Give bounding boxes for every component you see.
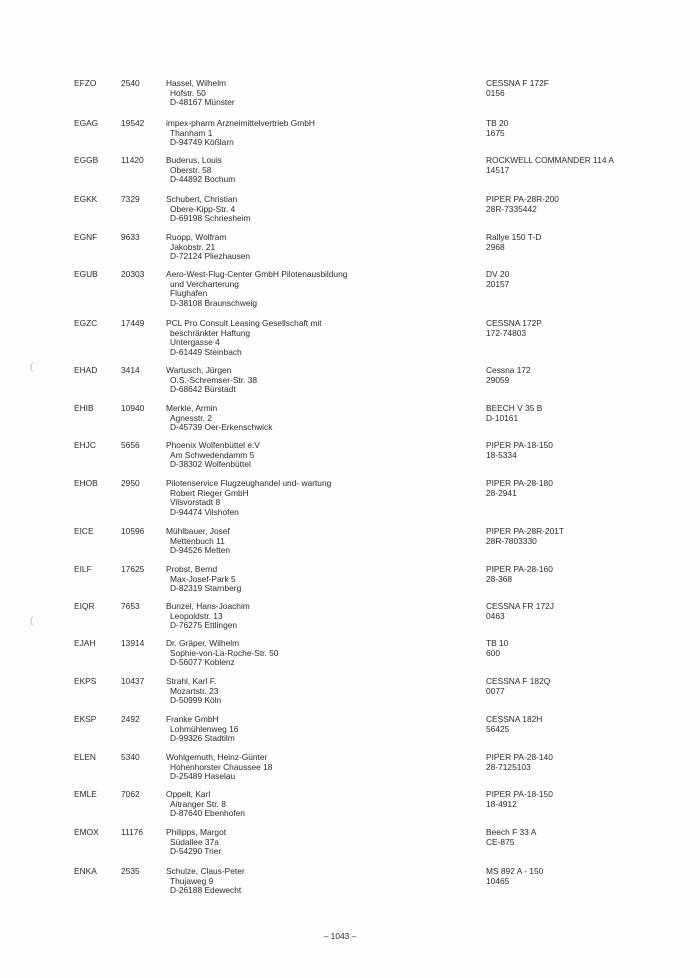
aircraft-type: PIPER PA-18-150 — [486, 440, 553, 450]
registration-code: EGGB — [74, 155, 99, 165]
entry-number: 3414 — [121, 365, 140, 375]
owner-line: Südallee 37a — [170, 836, 219, 847]
aircraft-info — [486, 404, 542, 423]
owner-line: und Vercharterung — [170, 278, 239, 289]
aircraft-info — [486, 479, 553, 498]
aircraft-info — [486, 677, 550, 696]
aircraft-info — [486, 527, 564, 546]
registration-code: EICE — [74, 526, 94, 536]
aircraft-type: TB 10 — [486, 638, 509, 648]
aircraft-info — [486, 119, 508, 138]
serial-number: 172-74803 — [486, 327, 527, 338]
registration-code: EKPS — [74, 676, 97, 686]
aircraft-info — [486, 639, 508, 658]
owner-line: Thanham 1 — [170, 127, 213, 138]
entry-number: 17625 — [121, 564, 145, 574]
owner-address — [166, 715, 466, 744]
owner-address — [166, 319, 466, 357]
owner-line: Jakobstr. 21 — [170, 241, 216, 252]
owner-line: D-61449 Steinbach — [170, 346, 242, 357]
registration-code: EIQR — [74, 601, 95, 611]
aircraft-info — [486, 867, 543, 886]
scan-mark: ( — [30, 362, 34, 373]
entry-number: 7653 — [121, 601, 140, 611]
serial-number: D-10161 — [486, 412, 519, 423]
owner-line: Dr. Gräper, Wilhelm — [166, 638, 240, 648]
aircraft-type: Beech F 33 A — [486, 827, 537, 837]
registration-code: ELEN — [74, 752, 96, 762]
aircraft-type: DV 20 — [486, 269, 510, 279]
entry-number: 5656 — [121, 440, 140, 450]
owner-line: D-99326 Stadtilm — [170, 733, 235, 744]
owner-line: D-87640 Ebenhofen — [170, 808, 245, 819]
owner-address — [166, 404, 466, 433]
serial-number: 56425 — [486, 723, 510, 734]
registration-code: EGUB — [74, 269, 98, 279]
registration-code: EGAG — [74, 118, 99, 128]
aircraft-type: Rallye 150 T-D — [486, 232, 542, 242]
owner-address — [166, 753, 466, 782]
registration-code: EGNF — [74, 232, 98, 242]
owner-line: D-72124 Pliezhausen — [170, 251, 251, 262]
owner-address — [166, 867, 466, 896]
owner-address — [166, 677, 466, 706]
owner-address — [166, 441, 466, 470]
serial-number: 600 — [486, 647, 500, 658]
owner-address — [166, 195, 466, 224]
owner-line: Am Schwedendamm 5 — [170, 449, 255, 460]
aircraft-info — [486, 565, 553, 584]
owner-line: D-26188 Edewecht — [170, 885, 242, 896]
owner-line: Mettenbuch 11 — [170, 535, 225, 546]
owner-line: D-54290 Trier — [170, 846, 222, 857]
owner-line: Oberstr. 58 — [170, 164, 212, 175]
owner-line: Strahl, Karl F. — [166, 676, 217, 686]
entry-number: 9633 — [121, 232, 140, 242]
registration-code: EKSP — [74, 714, 97, 724]
serial-number: 2968 — [486, 241, 505, 252]
registration-code: EFZO — [74, 78, 97, 88]
entry-number: 10437 — [121, 676, 145, 686]
owner-line: Max-Josef-Park 5 — [170, 573, 236, 584]
serial-number: 18-5334 — [486, 449, 517, 460]
owner-line: Obere-Kipp-Str. 4 — [170, 203, 236, 214]
serial-number: 28-2941 — [486, 487, 517, 498]
aircraft-type: MS 892 A - 150 — [486, 866, 544, 876]
serial-number: 20157 — [486, 278, 510, 289]
aircraft-type: BEECH V 35 B — [486, 403, 543, 413]
aircraft-type: PIPER PA-28-160 — [486, 564, 553, 574]
owner-line: D-56077 Koblenz — [170, 657, 235, 668]
entry-number: 2950 — [121, 478, 140, 488]
registration-code: EHAD — [74, 365, 98, 375]
owner-line: Mozartstr. 23 — [170, 685, 219, 696]
owner-line: D-38302 Wolfenbüttel — [170, 459, 251, 470]
owner-address — [166, 233, 466, 262]
owner-line: Thujaweg 9 — [170, 875, 214, 886]
registration-code: EHOB — [74, 478, 98, 488]
entry-number: 7062 — [121, 789, 140, 799]
entry-number: 19542 — [121, 118, 145, 128]
aircraft-info — [486, 753, 553, 772]
entry-number: 11176 — [121, 827, 144, 837]
aircraft-type: PIPER PA-28-140 — [486, 752, 553, 762]
serial-number: 0077 — [486, 685, 505, 696]
aircraft-info — [486, 270, 509, 289]
owner-line: Wartusch, Jürgen — [166, 365, 232, 375]
owner-line: D-94474 Vilshofen — [170, 506, 239, 517]
owner-line: Flughafen — [170, 288, 208, 299]
entry-number: 17449 — [121, 318, 145, 328]
owner-address — [166, 79, 466, 108]
aircraft-info — [486, 79, 549, 98]
serial-number: 29059 — [486, 374, 510, 385]
owner-line: D-48167 Münster — [170, 97, 235, 108]
owner-line: D-69198 Schriesheim — [170, 213, 251, 224]
owner-line: Oppelt, Karl — [166, 789, 211, 799]
owner-line: D-44892 Bochum — [170, 174, 236, 185]
serial-number: 0156 — [486, 87, 505, 98]
owner-address — [166, 639, 466, 668]
owner-line: D-76275 Ettlingen — [170, 620, 238, 631]
entry-number: 11420 — [121, 155, 144, 165]
entry-number: 2492 — [121, 714, 140, 724]
owner-address — [166, 565, 466, 594]
owner-line: Untergasse 4 — [170, 337, 220, 348]
serial-number: 1675 — [486, 127, 505, 138]
owner-line: Lohmühlenweg 16 — [170, 723, 239, 734]
owner-line: Philipps, Margot — [166, 827, 227, 837]
aircraft-type: ROCKWELL COMMANDER 114 A — [486, 155, 614, 165]
owner-line: Merkle, Armin — [166, 403, 218, 413]
aircraft-type: CESSNA F 172F — [486, 78, 549, 88]
owner-address — [166, 479, 466, 517]
serial-number: 0463 — [486, 610, 505, 621]
aircraft-info — [486, 715, 542, 734]
aircraft-type: TB 20 — [486, 118, 509, 128]
serial-number: 10465 — [486, 875, 510, 886]
registration-code: ENKA — [74, 866, 97, 876]
aircraft-info — [486, 366, 531, 385]
owner-line: Leopoldstr. 13 — [170, 610, 223, 621]
registration-code: EGZC — [74, 318, 98, 328]
owner-line: impex-pharm Arzneimittelvertrieb GmbH — [166, 118, 315, 128]
owner-line: Aitranger Str. 8 — [170, 798, 226, 809]
owner-line: D-25489 Haselau — [170, 771, 236, 782]
owner-line: Aero-West-Flug-Center GmbH Pilotenausbildung — [166, 269, 348, 279]
entry-number: 10596 — [121, 526, 145, 536]
serial-number: 18-4912 — [486, 798, 517, 809]
owner-line: Schubert, Christian — [166, 194, 238, 204]
aircraft-type: CESSNA 172P — [486, 318, 542, 328]
owner-line: Ruopp, Wolfram — [166, 232, 227, 242]
entry-number: 2540 — [121, 78, 140, 88]
owner-line: D-82319 Starnberg — [170, 583, 242, 594]
aircraft-type: Cessna 172 — [486, 365, 531, 375]
aircraft-info — [486, 441, 553, 460]
owner-line: Bunzel, Hans-Joachim — [166, 601, 250, 611]
registration-code: EHIB — [74, 403, 94, 413]
owner-line: Probst, Bernd — [166, 564, 218, 574]
serial-number: 28R-7335442 — [486, 203, 537, 214]
registration-code: EHJC — [74, 440, 96, 450]
aircraft-info — [486, 319, 542, 338]
serial-number: CE-875 — [486, 836, 515, 847]
owner-line: D-94526 Metten — [170, 545, 231, 556]
aircraft-info — [486, 602, 554, 621]
registration-code: EGKK — [74, 194, 98, 204]
owner-address — [166, 366, 466, 395]
owner-line: O.S.-Schremser-Str. 38 — [170, 374, 258, 385]
owner-line: Agnesstr. 2 — [170, 412, 212, 423]
owner-line: Schulze, Claus-Peter — [166, 866, 245, 876]
owner-address — [166, 602, 466, 631]
owner-line: Hofstr. 50 — [170, 87, 206, 98]
entry-number: 5340 — [121, 752, 140, 762]
owner-line: Mühlbauer, Josef — [166, 526, 230, 536]
entry-number: 10940 — [121, 403, 145, 413]
registration-code: EJAH — [74, 638, 96, 648]
registration-code: EILF — [74, 564, 92, 574]
entry-number: 20303 — [121, 269, 145, 279]
aircraft-info — [486, 156, 614, 175]
entry-number: 13914 — [121, 638, 145, 648]
owner-line: beschränkter Haftung — [170, 327, 251, 338]
aircraft-type: PIPER PA-28-180 — [486, 478, 553, 488]
owner-line: D-45739 Oer-Erkenschwick — [170, 422, 273, 433]
owner-address — [166, 156, 466, 185]
owner-address — [166, 270, 466, 308]
page-number: – 1043 – — [323, 931, 357, 941]
aircraft-info — [486, 195, 559, 214]
entry-number: 7329 — [121, 194, 140, 204]
owner-line: Buderus, Louis — [166, 155, 222, 165]
aircraft-type: PIPER PA-28R-201T — [486, 526, 565, 536]
registration-code: EMOX — [74, 827, 99, 837]
aircraft-info — [486, 790, 553, 809]
serial-number: 14517 — [486, 164, 510, 175]
entry-number: 2535 — [121, 866, 140, 876]
owner-line: Phoenix Wolfenbüttel e.V — [166, 440, 260, 450]
owner-line: Franke GmbH — [166, 714, 219, 724]
aircraft-type: CESSNA 182H — [486, 714, 543, 724]
owner-address — [166, 527, 466, 556]
owner-address — [166, 119, 466, 148]
scan-mark: ( — [30, 616, 34, 627]
registration-code: EMLE — [74, 789, 97, 799]
aircraft-type: PIPER PA-28R-200 — [486, 194, 559, 204]
serial-number: 28-7125103 — [486, 761, 531, 772]
owner-line: D-38108 Braunschweig — [170, 297, 258, 308]
serial-number: 28-368 — [486, 573, 513, 584]
serial-number: 28R-7803330 — [486, 535, 537, 546]
owner-line: Wohlgemuth, Heinz-Günter — [166, 752, 268, 762]
owner-line: D-50999 Köln — [170, 695, 222, 706]
owner-line: D-68642 Bürstadt — [170, 384, 236, 395]
owner-address — [166, 790, 466, 819]
aircraft-info — [486, 828, 536, 847]
aircraft-type: CESSNA FR 172J — [486, 601, 554, 611]
owner-line: Sophie-von-La-Roche-Str. 50 — [170, 647, 279, 658]
owner-line: Robert Rieger GmbH — [170, 487, 249, 498]
owner-line: D-94749 Kößlarn — [170, 137, 234, 148]
aircraft-type: PIPER PA-18-150 — [486, 789, 553, 799]
owner-line: Hassel, Wilhelm — [166, 78, 227, 88]
owner-line: Pilotenservice Flugzeughandel und- wartung — [166, 478, 332, 488]
owner-line: Hohenhorster Chaussee 18 — [170, 761, 273, 772]
owner-address — [166, 828, 466, 857]
aircraft-type: CESSNA F 182Q — [486, 676, 551, 686]
owner-line: Vilsvorstadt 8 — [170, 497, 221, 508]
owner-line: PCL Pro Consult Leasing Gesellschaft mit — [166, 318, 322, 328]
aircraft-info — [486, 233, 541, 252]
